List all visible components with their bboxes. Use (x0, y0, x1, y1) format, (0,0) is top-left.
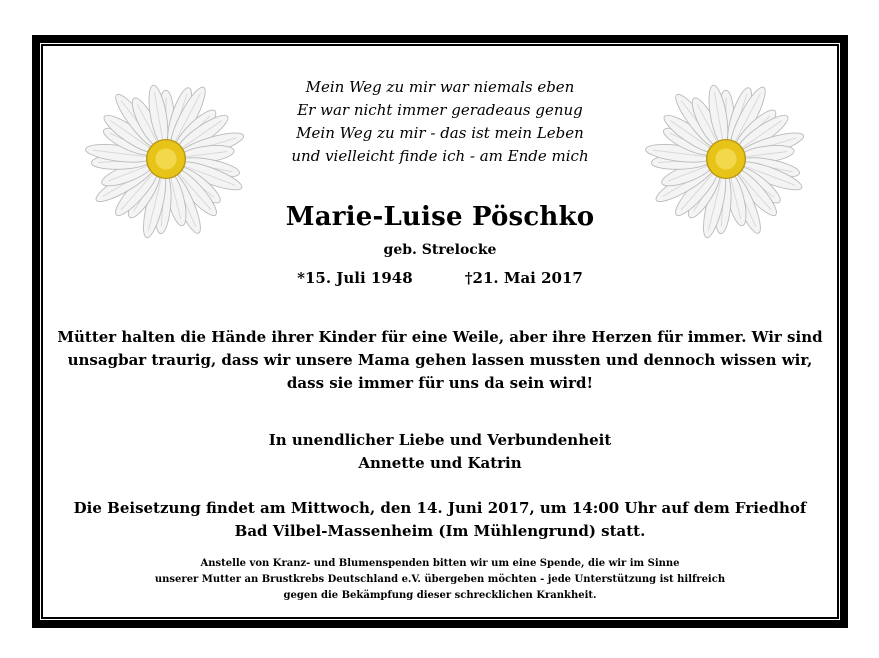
signature-names: Annette und Katrin (358, 454, 522, 472)
mother-quote (43, 326, 837, 395)
maiden-name: geb. Strelocke (383, 242, 497, 258)
poem (43, 76, 837, 168)
funeral-line: Bad Vilbel-Massenheim (Im Mühlengrund) statt. (234, 522, 646, 540)
funeral-line: Die Beisetzung findet am Mittwoch, den 14. Juni 2017, um 14:00 Uhr auf dem Friedhof (73, 499, 807, 517)
death-date: †21. Mai 2017 (464, 269, 583, 287)
signature-block (43, 429, 837, 475)
birth-date: *15. Juli 1948 (297, 269, 413, 287)
donation-note (43, 556, 837, 604)
signature-dedication: In unendlicher Liebe und Verbundenheit (268, 431, 612, 449)
poem-line: und vielleicht finde ich - am Ende mich (291, 147, 589, 165)
quote-line: Mütter halten die Hände ihrer Kinder für eine Weile, aber ihre Herzen für immer. Wir sind (57, 328, 823, 346)
mourning-frame (32, 35, 848, 628)
quote-line: dass sie immer für uns da sein wird! (286, 374, 594, 392)
deceased-name: Marie-Luise Pöschko (285, 202, 595, 232)
poem-line: Mein Weg zu mir - das ist mein Leben (296, 124, 584, 142)
funeral-info (43, 497, 837, 543)
poem-line: Mein Weg zu mir war niemals eben (305, 78, 575, 96)
notice-card (43, 46, 837, 617)
quote-line: unsagbar traurig, dass wir unsere Mama gehen lassen mussten und dennoch wissen wir, (67, 351, 813, 369)
donation-line: gegen die Bekämpfung dieser schrecklichen Krankheit. (283, 590, 597, 601)
life-dates (43, 269, 837, 287)
donation-line: unserer Mutter an Brustkrebs Deutschland e.V. übergeben möchten - jede Unterstützung ist hilfreich (154, 574, 726, 585)
donation-line: Anstelle von Kranz- und Blumenspenden bitten wir um eine Spende, die wir im Sinne (200, 558, 680, 569)
poem-line: Er war nicht immer geradeaus genug (297, 101, 583, 119)
